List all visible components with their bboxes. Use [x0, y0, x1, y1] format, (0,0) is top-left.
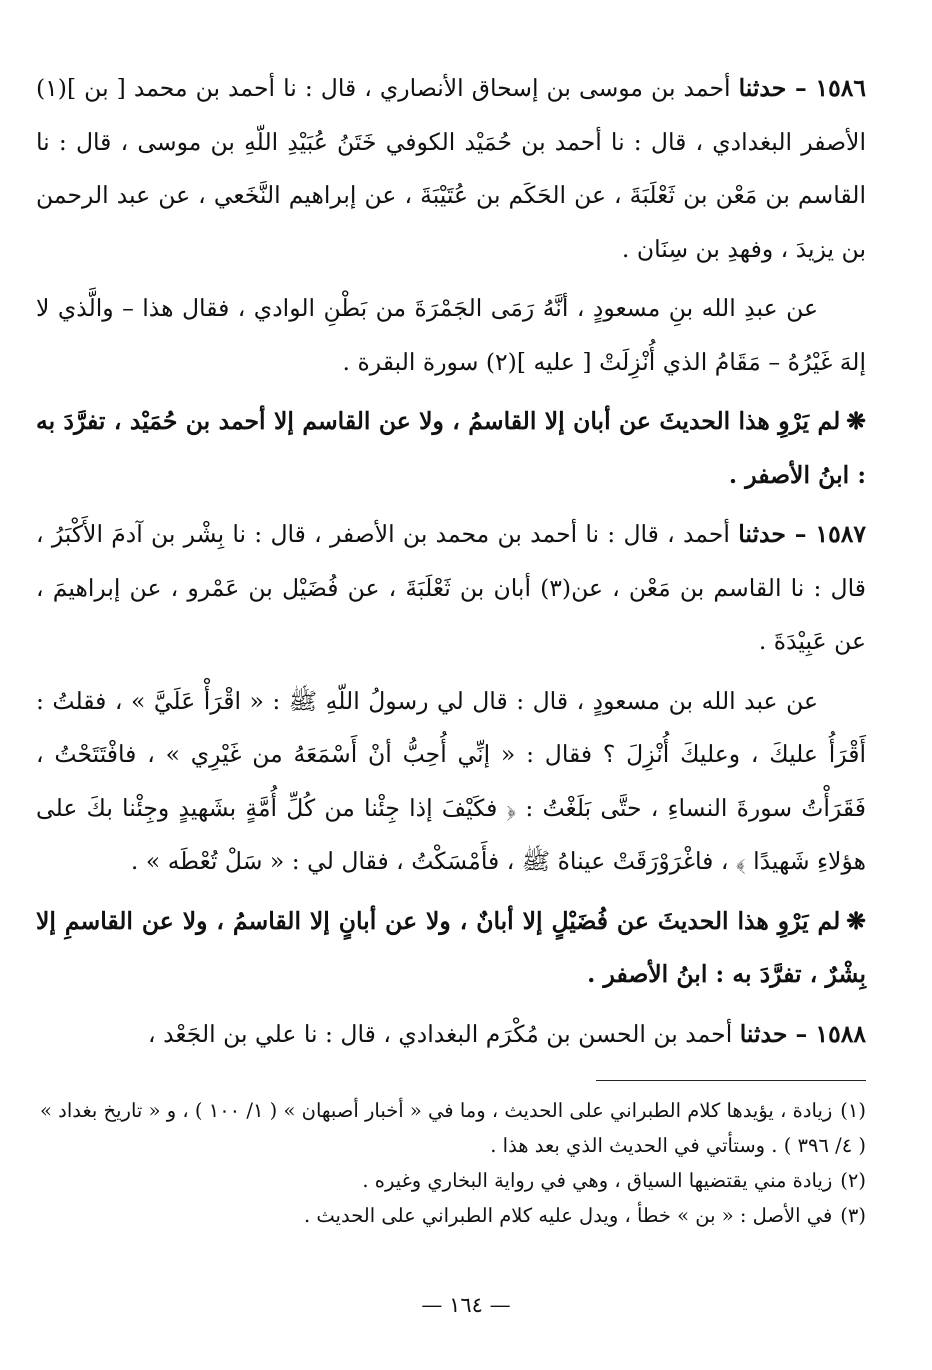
- matn-text: عن عبدِ الله بنِ مسعودٍ ، أنَّهُ رَمَى الجَمْرَةَ من بَطْنِ الوادي ، فقال هذا – والَّذي لا إلهَ غَيْرُهُ – مَقَامُ الذي أُنْزِلَتْ [ عليه ](٢) سورة البقرة .: [36, 294, 866, 376]
- asterisk-icon: ❋: [846, 906, 866, 935]
- hadith-1587-matn: [36, 675, 866, 889]
- footnote-number: (٢): [840, 1169, 866, 1192]
- note-text: لم يَرْوِ هذا الحديثَ عن أبان إلا القاسمُ ، ولا عن القاسم إلا أحمد بن حُمَيْد ، تفرَّدَ به : ابنُ الأصفر .: [36, 407, 866, 489]
- footnote-text: زيادة مني يقتضيها السياق ، وهي في رواية البخاري وغيره .: [362, 1169, 833, 1192]
- matn-text: عن عبد الله بن مسعودٍ ، قال : قال لي رسولُ اللّهِ ﷺ : « اقْرَأْ عَلَيَّ » ، فقلتُ : أَقْرَأُ عليكَ ، وعليكَ أُنْزِلَ ؟ فقال : « إنِّي أُحِبُّ أنْ أَسْمَعَهُ من غَيْرِي » ، فافْتَتَحْتُ ، فَقَرَأْتُ سورةَ النساءِ ، حتَّى بَلَغْتُ : ﴿ فكَيْفَ إذا جِئْنا من كُلِّ أُمَّةٍ بشَهيدٍ وجِئْنا بكَ على هؤلاءِ شَهيدًا ﴾ ، فاغْرَوْرَقَتْ عيناهُ ﷺ ، فأَمْسَكْتُ ، فقال لي : « سَلْ تُعْطَه » .: [36, 686, 866, 875]
- hadith-dash: –: [786, 74, 816, 102]
- footnote-text: زيادة ، يؤيدها كلام الطبراني على الحديث ، وما في « أخبار أصبهان » ( ١/ ١٠٠ ) ، و « تاريخ بغداد » ( ٤/ ٣٩٦ ) . وستأتي في الحديث الذي بعد هذا .: [40, 1099, 866, 1157]
- hadith-lead-word: حدثنا: [739, 1019, 788, 1048]
- isnad-text: أحمد ، قال : نا أحمد بن محمد بن الأصفر ، قال : نا بِشْر بن آدمَ الأَكْبَرُ ، قال : نا القاسم بن مَعْن ، عن(٣) أبان بن ثَعْلَبَةَ ، عن فُضَيْل بن عَمْرو ، عن إبراهيمَ ، عن عَبِيْدَةَ .: [36, 520, 866, 655]
- hadith-dash: –: [785, 520, 816, 548]
- hadith-lead-word: حدثنا: [738, 74, 787, 102]
- hadith-1587-isnad: [36, 508, 866, 669]
- footnote: [40, 1163, 866, 1198]
- page-number: — ١٦٤ —: [421, 1293, 511, 1317]
- footnotes: [40, 1093, 866, 1233]
- hadith-1587-note: [36, 895, 866, 1002]
- hadith-1586-matn: [36, 282, 866, 389]
- hadith-dash: –: [787, 1019, 816, 1048]
- footnote: [40, 1093, 866, 1163]
- asterisk-icon: ❋: [846, 407, 866, 435]
- hadith-number: ١٥٨٧: [815, 520, 866, 548]
- hadith-number: ١٥٨٦: [815, 74, 866, 102]
- footnote-number: (١): [840, 1099, 866, 1122]
- footnote-separator: [596, 1080, 866, 1081]
- footnote: [40, 1198, 866, 1233]
- note-text: لم يَرْوِ هذا الحديثَ عن فُضَيْلٍ إلا أبانٌ ، ولا عن أبانٍ إلا القاسمُ ، ولا عن القاسمِ إلا بِشْرٌ ، تفرَّدَ به : ابنُ الأصفر .: [36, 906, 866, 988]
- hadith-1586-note: [36, 395, 866, 502]
- footnote-number: (٣): [840, 1204, 866, 1227]
- isnad-text: أحمد بن موسى بن إسحاق الأنصاري ، قال : نا أحمد بن محمد [ بن ](١) الأصفر البغدادي ، قال : نا أحمد بن حُمَيْد الكوفي خَتَنُ عُبَيْدِ اللّهِ بن موسى ، قال : نا القاسم بن مَعْن بن ثَعْلَبَةَ ، عن الحَكَم بن عُتَيْبَةَ ، عن إبراهيم النَّخَعي ، عن عبد الرحمن بن يزيدَ ، وفهدِ بن سِنَان .: [36, 74, 866, 263]
- hadith-number: ١٥٨٨: [815, 1019, 866, 1048]
- hadith-1588-isnad: [36, 1008, 866, 1062]
- hadith-lead-word: حدثنا: [738, 520, 786, 548]
- footnote-text: في الأصل : « بن » خطأ ، ويدل عليه كلام الطبراني على الحديث .: [304, 1204, 833, 1227]
- isnad-text: أحمد بن الحسن بن مُكْرَم البغدادي ، قال : نا علي بن الجَعْد ،: [148, 1019, 733, 1048]
- main-text: [36, 62, 866, 1067]
- hadith-1586-isnad: [36, 62, 866, 276]
